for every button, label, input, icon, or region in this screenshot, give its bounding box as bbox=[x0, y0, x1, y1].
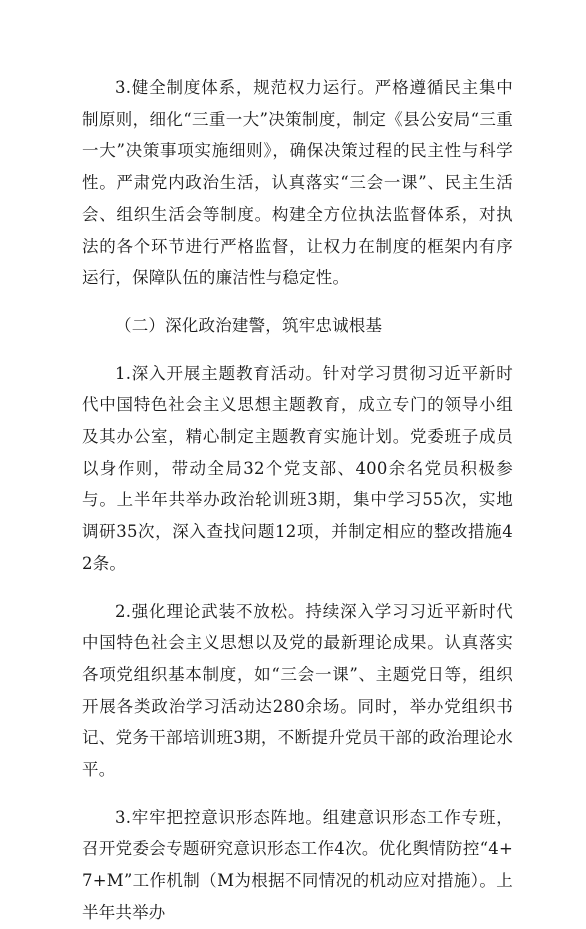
paragraph-gap bbox=[82, 786, 513, 802]
paragraph-gap bbox=[82, 580, 513, 596]
paragraph-gap bbox=[82, 294, 513, 310]
paragraph-institution-system: 3.健全制度体系，规范权力运行。严格遵循民主集中制原则，细化“三重一大”决策制度，制定《县公安局“三重一大”决策事项实施细则》，确保决策过程的民主性与科学性。严肃党内政治生活，认真落实“三会一课”、民主生活会、组织生活会等制度。构建全方位执法监督体系，对执法的各个环节进行严格监督，让权力在制度的框架内有序运行，保障队伍的廉洁性与稳定性。 bbox=[82, 78, 513, 288]
section-heading-political-building: （二）深化政治建警，筑牢忠诚根基 bbox=[115, 315, 383, 335]
paragraph-gap bbox=[82, 342, 513, 358]
paragraph-theme-education: 1.深入开展主题教育活动。针对学习贯彻习近平新时代中国特色社会主义思想主题教育，成立专门的领导小组及其办公室，精心制定主题教育实施计划。党委班子成员以身作则，带动全局32个党支部、400余名党员积极参与。上半年共举办政治轮训班3期，集中学习55次，实地调研35次，深入查找问题12项，并制定相应的整改措施42条。 bbox=[82, 363, 513, 573]
paragraph-ideology-front: 3.牢牢把控意识形态阵地。组建意识形态工作专班，召开党委会专题研究意识形态工作4次。优化舆情防控“4+7+M”工作机制（M为根据不同情况的机动应对措施）。上半年共举办 bbox=[82, 807, 513, 922]
paragraph-theory-study: 2.强化理论武装不放松。持续深入学习习近平新时代中国特色社会主义思想以及党的最新理论成果。认真落实各项党组织基本制度，如“三会一课”、主题党日等，组织开展各类政治学习活动达280余场。同时，举办党组织书记、党务干部培训班3期，不断提升党员干部的政治理论水平。 bbox=[82, 601, 513, 780]
